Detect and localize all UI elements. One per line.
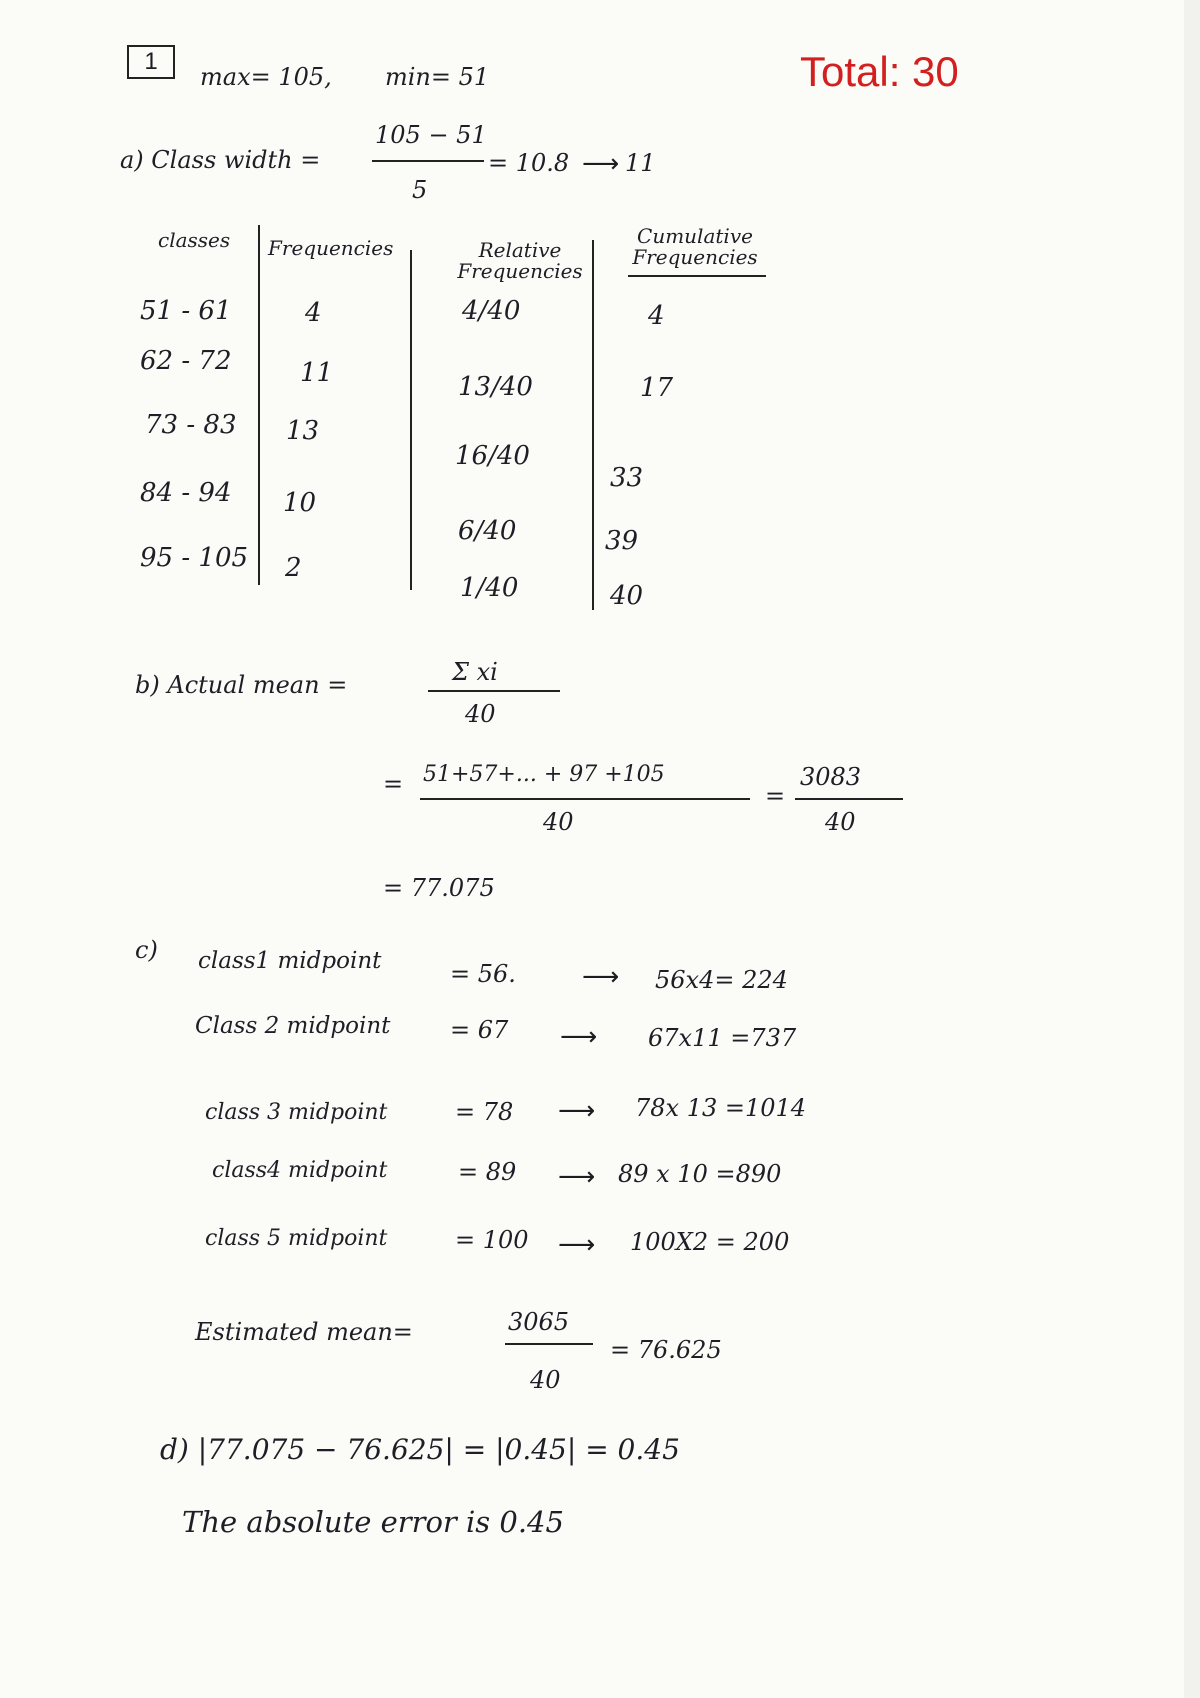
table-cell: 39 <box>605 526 639 556</box>
estimated-fraction-bar <box>505 1343 593 1345</box>
midpoint-line: Class 2 midpoint <box>195 1013 391 1039</box>
estimated-result: = 76.625 <box>610 1336 722 1364</box>
table-cell: 33 <box>610 463 644 493</box>
midpoint-product: 67x11 =737 <box>648 1024 797 1052</box>
midpoint-line: class4 midpoint <box>212 1158 388 1183</box>
part-a-rounded: 11 <box>625 149 656 177</box>
midpoint-value: = 100 <box>455 1226 529 1254</box>
equals-sign: = <box>765 782 786 810</box>
estimated-numerator: 3065 <box>508 1308 570 1336</box>
table-cell: 40 <box>610 581 644 611</box>
midpoint-product: 89 x 10 =890 <box>618 1160 782 1188</box>
midpoint-value: = 56. <box>450 960 516 988</box>
table-header-cumulative: Cumulative Frequencies <box>632 224 758 269</box>
table-cell: 4 <box>648 301 665 331</box>
question-number-box: 1 <box>127 45 175 79</box>
cumulative-underline <box>628 275 766 277</box>
table-cell: 16/40 <box>455 441 530 471</box>
table-cell: 1/40 <box>460 573 519 603</box>
table-header-relative: Relative Frequencies <box>457 238 583 283</box>
arrow-icon: ⟶ <box>582 149 620 179</box>
part-b-total-denominator: 40 <box>825 808 856 836</box>
table-cell: 2 <box>285 553 302 583</box>
midpoint-value: = 89 <box>458 1158 517 1186</box>
midpoint-value: = 78 <box>455 1098 514 1126</box>
part-a-fraction-bar <box>372 160 484 162</box>
arrow-icon: ⟶ <box>582 962 620 992</box>
table-cell: 95 - 105 <box>140 543 249 573</box>
part-b-expanded-denominator: 40 <box>543 808 574 836</box>
midpoint-value: = 67 <box>450 1016 509 1044</box>
table-divider-1 <box>258 225 260 585</box>
part-b-sum-numerator: Σ xi <box>452 658 498 686</box>
table-header-frequencies: Frequencies <box>268 236 394 260</box>
table-divider-2 <box>410 250 412 590</box>
min-value: min= 51 <box>385 63 490 91</box>
arrow-icon: ⟶ <box>560 1022 598 1052</box>
midpoint-line: class1 midpoint <box>198 948 382 974</box>
table-cell: 13/40 <box>458 372 533 402</box>
estimated-mean-label: Estimated mean= <box>195 1318 413 1346</box>
part-a-result: = 10.8 <box>488 149 570 177</box>
table-cell: 4 <box>305 298 322 328</box>
table-cell: 6/40 <box>458 516 517 546</box>
part-c-label: c) <box>135 936 158 964</box>
midpoint-product: 56x4= 224 <box>655 966 788 994</box>
part-b-label: b) Actual mean = <box>135 671 348 699</box>
arrow-icon: ⟶ <box>558 1162 596 1192</box>
part-b-fraction-bar-2 <box>420 798 750 800</box>
part-b-fraction-bar-1 <box>428 690 560 692</box>
part-b-expanded-numerator: 51+57+... + 97 +105 <box>423 762 665 787</box>
arrow-icon: ⟶ <box>558 1230 596 1260</box>
midpoint-line: class 3 midpoint <box>205 1100 388 1125</box>
table-cell: 10 <box>283 488 317 518</box>
part-a-numerator: 105 − 51 <box>375 121 487 149</box>
table-cell: 4/40 <box>462 296 521 326</box>
part-d-conclusion: The absolute error is 0.45 <box>182 1505 564 1539</box>
table-cell: 84 - 94 <box>140 478 232 508</box>
equals-sign: = <box>383 770 404 798</box>
table-header-classes: classes <box>158 228 231 252</box>
midpoint-line: class 5 midpoint <box>205 1226 388 1251</box>
part-a-denominator: 5 <box>412 176 428 204</box>
table-divider-3 <box>592 240 594 610</box>
midpoint-product: 100X2 = 200 <box>630 1228 790 1256</box>
part-d-calculation: d) |77.075 − 76.625| = |0.45| = 0.45 <box>160 1433 680 1466</box>
page-edge-shadow <box>1184 0 1200 1698</box>
part-b-sum-denominator: 40 <box>465 700 496 728</box>
table-cell: 11 <box>300 358 334 388</box>
table-cell: 62 - 72 <box>140 346 232 376</box>
table-cell: 73 - 83 <box>145 410 237 440</box>
part-a-label: a) Class width = <box>120 146 321 174</box>
arrow-icon: ⟶ <box>558 1096 596 1126</box>
midpoint-product: 78x 13 =1014 <box>635 1094 807 1122</box>
table-cell: 17 <box>640 373 674 403</box>
max-value: max= 105, <box>200 63 332 91</box>
part-b-result: = 77.075 <box>383 874 495 902</box>
part-b-total-numerator: 3083 <box>800 763 862 791</box>
table-cell: 51 - 61 <box>140 296 232 326</box>
estimated-denominator: 40 <box>530 1366 561 1394</box>
part-b-fraction-bar-3 <box>795 798 903 800</box>
table-cell: 13 <box>286 416 320 446</box>
total-score: Total: 30 <box>800 48 959 95</box>
